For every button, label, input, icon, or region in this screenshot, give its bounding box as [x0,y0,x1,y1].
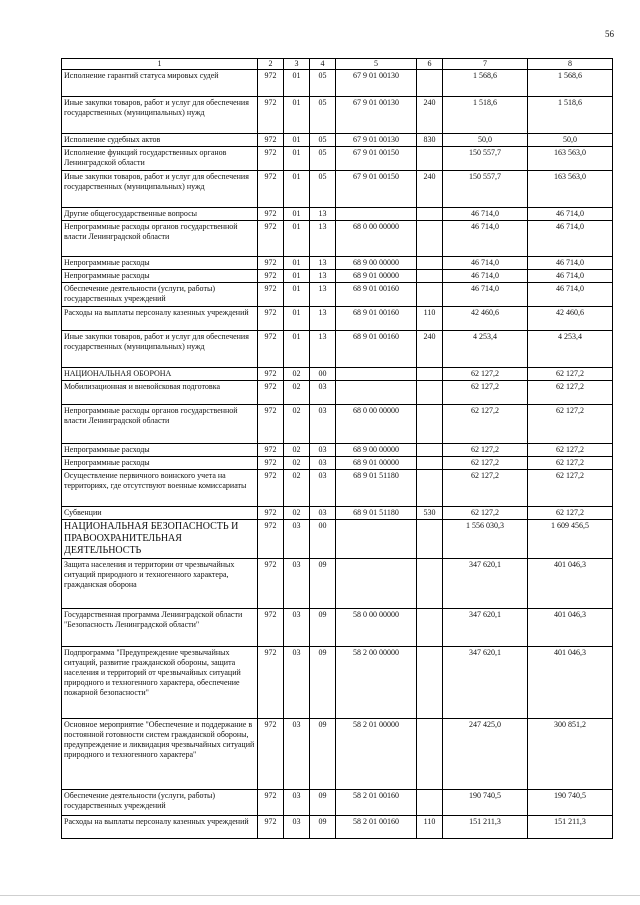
row-amount-year2-cell: 46 714,0 [528,283,613,307]
row-subsection-cell: 03 [310,444,336,457]
row-target-article-cell: 68 0 00 00000 [336,221,417,257]
table-row [62,171,613,208]
row-grbs-cell: 972 [258,470,284,507]
row-target-article-cell: 58 2 01 00160 [336,816,417,839]
row-expense-type-cell: 110 [417,816,443,839]
table-row [62,816,613,839]
row-grbs-cell: 972 [258,444,284,457]
row-grbs-cell: 972 [258,520,284,559]
row-grbs-cell: 972 [258,368,284,381]
row-expense-type-cell: 240 [417,171,443,208]
row-amount-year1-cell: 42 460,6 [443,307,528,331]
row-subsection-cell: 09 [310,647,336,719]
table-row [62,559,613,609]
row-name-cell: НАЦИОНАЛЬНАЯ ОБОРОНА [62,368,258,381]
row-name-cell: Обеспечение деятельности (услуги, работы) государственных учреждений [62,283,258,307]
row-section-cell: 01 [284,97,310,134]
row-amount-year1-cell: 1 518,6 [443,97,528,134]
row-amount-year1-cell: 347 620,1 [443,609,528,647]
row-amount-year1-cell: 62 127,2 [443,405,528,444]
table-row [62,270,613,283]
row-target-article-cell [336,520,417,559]
row-section-cell: 03 [284,559,310,609]
row-expense-type-cell [417,790,443,816]
column-number: 5 [336,59,417,70]
row-amount-year1-cell: 62 127,2 [443,368,528,381]
row-expense-type-cell [417,609,443,647]
row-name-cell: Осуществление первичного воинского учета на территориях, где отсутствуют военные комиссариаты [62,470,258,507]
row-section-cell: 01 [284,147,310,171]
row-section-cell: 01 [284,171,310,208]
row-amount-year2-cell: 46 714,0 [528,208,613,221]
row-subsection-cell: 13 [310,257,336,270]
row-grbs-cell: 972 [258,257,284,270]
row-name-cell: Иные закупки товаров, работ и услуг для обеспечения государственных (муниципальных) нужд [62,331,258,368]
row-section-cell: 01 [284,270,310,283]
row-subsection-cell: 00 [310,368,336,381]
row-section-cell: 01 [284,307,310,331]
row-amount-year2-cell: 62 127,2 [528,457,613,470]
row-name-cell: Основное мероприятие "Обеспечение и поддержание в постоянной готовности систем гражданской обороны, предупреждение и ликвидация чрезвычайных ситуаций природного и техногенного характера" [62,719,258,790]
row-amount-year1-cell: 151 211,3 [443,816,528,839]
row-target-article-cell: 68 0 00 00000 [336,405,417,444]
row-grbs-cell: 972 [258,331,284,368]
column-number: 7 [443,59,528,70]
row-subsection-cell: 03 [310,507,336,520]
row-subsection-cell: 09 [310,790,336,816]
row-amount-year2-cell: 151 211,3 [528,816,613,839]
row-subsection-cell: 09 [310,559,336,609]
row-amount-year1-cell: 190 740,5 [443,790,528,816]
row-subsection-cell: 03 [310,405,336,444]
row-expense-type-cell: 530 [417,507,443,520]
row-expense-type-cell [417,283,443,307]
row-amount-year2-cell: 401 046,3 [528,647,613,719]
row-expense-type-cell [417,208,443,221]
row-target-article-cell: 58 2 01 00160 [336,790,417,816]
row-grbs-cell: 972 [258,647,284,719]
row-name-cell: НАЦИОНАЛЬНАЯ БЕЗОПАСНОСТЬ И ПРАВООХРАНИТЕЛЬНАЯ ДЕЯТЕЛЬНОСТЬ [62,520,258,559]
row-amount-year2-cell: 163 563,0 [528,171,613,208]
table-row [62,719,613,790]
row-subsection-cell: 13 [310,270,336,283]
row-grbs-cell: 972 [258,405,284,444]
row-subsection-cell: 13 [310,221,336,257]
row-grbs-cell: 972 [258,790,284,816]
row-target-article-cell: 58 2 01 00000 [336,719,417,790]
row-name-cell: Обеспечение деятельности (услуги, работы) государственных учреждений [62,790,258,816]
row-name-cell: Непрограммные расходы [62,270,258,283]
row-subsection-cell: 13 [310,208,336,221]
row-amount-year2-cell: 46 714,0 [528,221,613,257]
row-grbs-cell: 972 [258,609,284,647]
row-name-cell: Иные закупки товаров, работ и услуг для обеспечения государственных (муниципальных) нужд [62,171,258,208]
table-row [62,790,613,816]
row-grbs-cell: 972 [258,283,284,307]
row-target-article-cell: 67 9 01 00150 [336,171,417,208]
table-row [62,444,613,457]
row-section-cell: 03 [284,790,310,816]
row-amount-year1-cell: 150 557,7 [443,147,528,171]
row-target-article-cell: 67 9 01 00130 [336,134,417,147]
column-number: 6 [417,59,443,70]
table-row [62,381,613,405]
table-row [62,208,613,221]
table-row [62,647,613,719]
table-row [62,221,613,257]
row-target-article-cell: 68 9 01 00160 [336,283,417,307]
table-row [62,331,613,368]
row-target-article-cell: 58 2 00 00000 [336,647,417,719]
row-subsection-cell: 09 [310,816,336,839]
row-target-article-cell [336,559,417,609]
row-subsection-cell: 13 [310,307,336,331]
budget-table [61,58,613,839]
table-row [62,609,613,647]
row-expense-type-cell [417,270,443,283]
row-amount-year2-cell: 50,0 [528,134,613,147]
row-amount-year2-cell: 4 253,4 [528,331,613,368]
row-grbs-cell: 972 [258,381,284,405]
row-expense-type-cell [417,520,443,559]
row-section-cell: 01 [284,221,310,257]
row-section-cell: 03 [284,647,310,719]
column-number: 3 [284,59,310,70]
row-target-article-cell: 68 9 01 00000 [336,270,417,283]
row-subsection-cell: 09 [310,719,336,790]
row-section-cell: 01 [284,134,310,147]
row-amount-year2-cell: 62 127,2 [528,405,613,444]
row-amount-year1-cell: 46 714,0 [443,208,528,221]
column-number: 4 [310,59,336,70]
row-section-cell: 03 [284,816,310,839]
row-section-cell: 03 [284,609,310,647]
row-name-cell: Расходы на выплаты персоналу казенных учреждений [62,307,258,331]
row-target-article-cell: 68 9 00 00000 [336,444,417,457]
row-amount-year1-cell: 62 127,2 [443,507,528,520]
row-amount-year2-cell: 163 563,0 [528,147,613,171]
row-name-cell: Непрограммные расходы органов государственной власти Ленинградской области [62,405,258,444]
row-amount-year1-cell: 347 620,1 [443,647,528,719]
row-grbs-cell: 972 [258,147,284,171]
row-target-article-cell: 58 0 00 00000 [336,609,417,647]
row-target-article-cell [336,368,417,381]
row-amount-year1-cell: 4 253,4 [443,331,528,368]
row-amount-year2-cell: 62 127,2 [528,444,613,457]
row-subsection-cell: 03 [310,457,336,470]
row-amount-year2-cell: 300 851,2 [528,719,613,790]
row-name-cell: Исполнение судебных актов [62,134,258,147]
table-row [62,257,613,270]
row-name-cell: Исполнение гарантий статуса мировых судей [62,70,258,97]
row-grbs-cell: 972 [258,457,284,470]
row-amount-year2-cell: 62 127,2 [528,368,613,381]
row-name-cell: Непрограммные расходы [62,457,258,470]
row-expense-type-cell [417,647,443,719]
table-body [62,70,613,839]
column-number: 1 [62,59,258,70]
row-grbs-cell: 972 [258,719,284,790]
row-section-cell: 03 [284,520,310,559]
row-expense-type-cell [417,381,443,405]
table-row [62,405,613,444]
row-section-cell: 02 [284,405,310,444]
row-section-cell: 02 [284,457,310,470]
row-section-cell: 01 [284,208,310,221]
table-row [62,307,613,331]
row-name-cell: Защита населения и территории от чрезвычайных ситуаций природного и техногенного характера, гражданская оборона [62,559,258,609]
row-amount-year1-cell: 62 127,2 [443,444,528,457]
row-name-cell: Исполнение функций государственных органов Ленинградской области [62,147,258,171]
table-row [62,70,613,97]
row-name-cell: Иные закупки товаров, работ и услуг для обеспечения государственных (муниципальных) нужд [62,97,258,134]
row-expense-type-cell [417,147,443,171]
row-amount-year2-cell: 46 714,0 [528,257,613,270]
row-amount-year1-cell: 150 557,7 [443,171,528,208]
row-section-cell: 02 [284,381,310,405]
row-amount-year2-cell: 401 046,3 [528,609,613,647]
row-amount-year2-cell: 1 609 456,5 [528,520,613,559]
row-target-article-cell: 67 9 01 00130 [336,70,417,97]
row-amount-year1-cell: 347 620,1 [443,559,528,609]
row-expense-type-cell [417,257,443,270]
row-expense-type-cell [417,719,443,790]
row-grbs-cell: 972 [258,70,284,97]
column-number-row [62,59,613,70]
row-grbs-cell: 972 [258,816,284,839]
row-expense-type-cell [417,470,443,507]
row-name-cell: Субвенции [62,507,258,520]
row-amount-year1-cell: 46 714,0 [443,221,528,257]
row-expense-type-cell [417,559,443,609]
row-subsection-cell: 09 [310,609,336,647]
row-grbs-cell: 972 [258,134,284,147]
row-target-article-cell: 68 9 01 00000 [336,457,417,470]
row-name-cell: Государственная программа Ленинградской области "Безопасность Ленинградской области" [62,609,258,647]
row-name-cell: Расходы на выплаты персоналу казенных учреждений [62,816,258,839]
row-target-article-cell: 68 9 01 51180 [336,470,417,507]
row-amount-year2-cell: 46 714,0 [528,270,613,283]
row-expense-type-cell: 110 [417,307,443,331]
row-name-cell: Непрограммные расходы [62,257,258,270]
row-grbs-cell: 972 [258,307,284,331]
row-amount-year2-cell: 62 127,2 [528,507,613,520]
row-section-cell: 01 [284,283,310,307]
row-amount-year1-cell: 247 425,0 [443,719,528,790]
row-name-cell: Непрограммные расходы органов государственной власти Ленинградской области [62,221,258,257]
row-grbs-cell: 972 [258,221,284,257]
row-grbs-cell: 972 [258,507,284,520]
table-row [62,97,613,134]
row-section-cell: 02 [284,507,310,520]
column-number: 2 [258,59,284,70]
page-number: 56 [605,29,614,39]
row-amount-year1-cell: 46 714,0 [443,270,528,283]
row-section-cell: 01 [284,257,310,270]
row-amount-year1-cell: 46 714,0 [443,257,528,270]
table-row [62,470,613,507]
row-subsection-cell: 03 [310,470,336,507]
row-subsection-cell: 05 [310,70,336,97]
row-amount-year1-cell: 1 568,6 [443,70,528,97]
row-target-article-cell: 67 9 01 00130 [336,97,417,134]
row-amount-year1-cell: 62 127,2 [443,457,528,470]
row-subsection-cell: 05 [310,97,336,134]
row-name-cell: Другие общегосударственные вопросы [62,208,258,221]
table-row [62,283,613,307]
row-amount-year2-cell: 190 740,5 [528,790,613,816]
row-grbs-cell: 972 [258,208,284,221]
row-section-cell: 02 [284,368,310,381]
row-grbs-cell: 972 [258,171,284,208]
row-target-article-cell: 68 9 01 00160 [336,331,417,368]
row-target-article-cell: 68 9 01 00160 [336,307,417,331]
row-subsection-cell: 13 [310,283,336,307]
row-amount-year2-cell: 62 127,2 [528,470,613,507]
row-amount-year2-cell: 1 518,6 [528,97,613,134]
table-row [62,507,613,520]
row-amount-year1-cell: 1 556 030,3 [443,520,528,559]
row-expense-type-cell [417,457,443,470]
row-amount-year2-cell: 1 568,6 [528,70,613,97]
row-target-article-cell: 67 9 01 00150 [336,147,417,171]
row-expense-type-cell [417,368,443,381]
row-amount-year1-cell: 50,0 [443,134,528,147]
row-grbs-cell: 972 [258,270,284,283]
row-amount-year2-cell: 401 046,3 [528,559,613,609]
row-expense-type-cell: 240 [417,331,443,368]
row-target-article-cell [336,208,417,221]
row-grbs-cell: 972 [258,97,284,134]
row-section-cell: 02 [284,470,310,507]
row-expense-type-cell [417,70,443,97]
table-row [62,147,613,171]
row-amount-year1-cell: 62 127,2 [443,470,528,507]
row-expense-type-cell: 830 [417,134,443,147]
row-subsection-cell: 05 [310,147,336,171]
row-expense-type-cell [417,221,443,257]
row-section-cell: 03 [284,719,310,790]
table-row [62,368,613,381]
row-target-article-cell: 68 9 00 00000 [336,257,417,270]
row-amount-year1-cell: 62 127,2 [443,381,528,405]
row-amount-year2-cell: 42 460,6 [528,307,613,331]
row-expense-type-cell [417,405,443,444]
row-expense-type-cell [417,444,443,457]
row-name-cell: Мобилизационная и вневойсковая подготовка [62,381,258,405]
row-amount-year1-cell: 46 714,0 [443,283,528,307]
row-subsection-cell: 05 [310,134,336,147]
row-section-cell: 02 [284,444,310,457]
table-row [62,520,613,559]
row-name-cell: Непрограммные расходы [62,444,258,457]
row-expense-type-cell: 240 [417,97,443,134]
row-name-cell: Подпрограмма "Предупреждение чрезвычайных ситуаций, развитие гражданской обороны, защита населения и территорий от чрезвычайных ситуаций природного и техногенного характера, обеспечение пожарной безопасности" [62,647,258,719]
row-target-article-cell [336,381,417,405]
row-section-cell: 01 [284,331,310,368]
row-subsection-cell: 00 [310,520,336,559]
row-subsection-cell: 03 [310,381,336,405]
column-number: 8 [528,59,613,70]
table-row [62,457,613,470]
row-subsection-cell: 05 [310,171,336,208]
row-grbs-cell: 972 [258,559,284,609]
scan-edge-line [0,895,640,896]
row-amount-year2-cell: 62 127,2 [528,381,613,405]
table-row [62,134,613,147]
row-section-cell: 01 [284,70,310,97]
row-target-article-cell: 68 9 01 51180 [336,507,417,520]
row-subsection-cell: 13 [310,331,336,368]
